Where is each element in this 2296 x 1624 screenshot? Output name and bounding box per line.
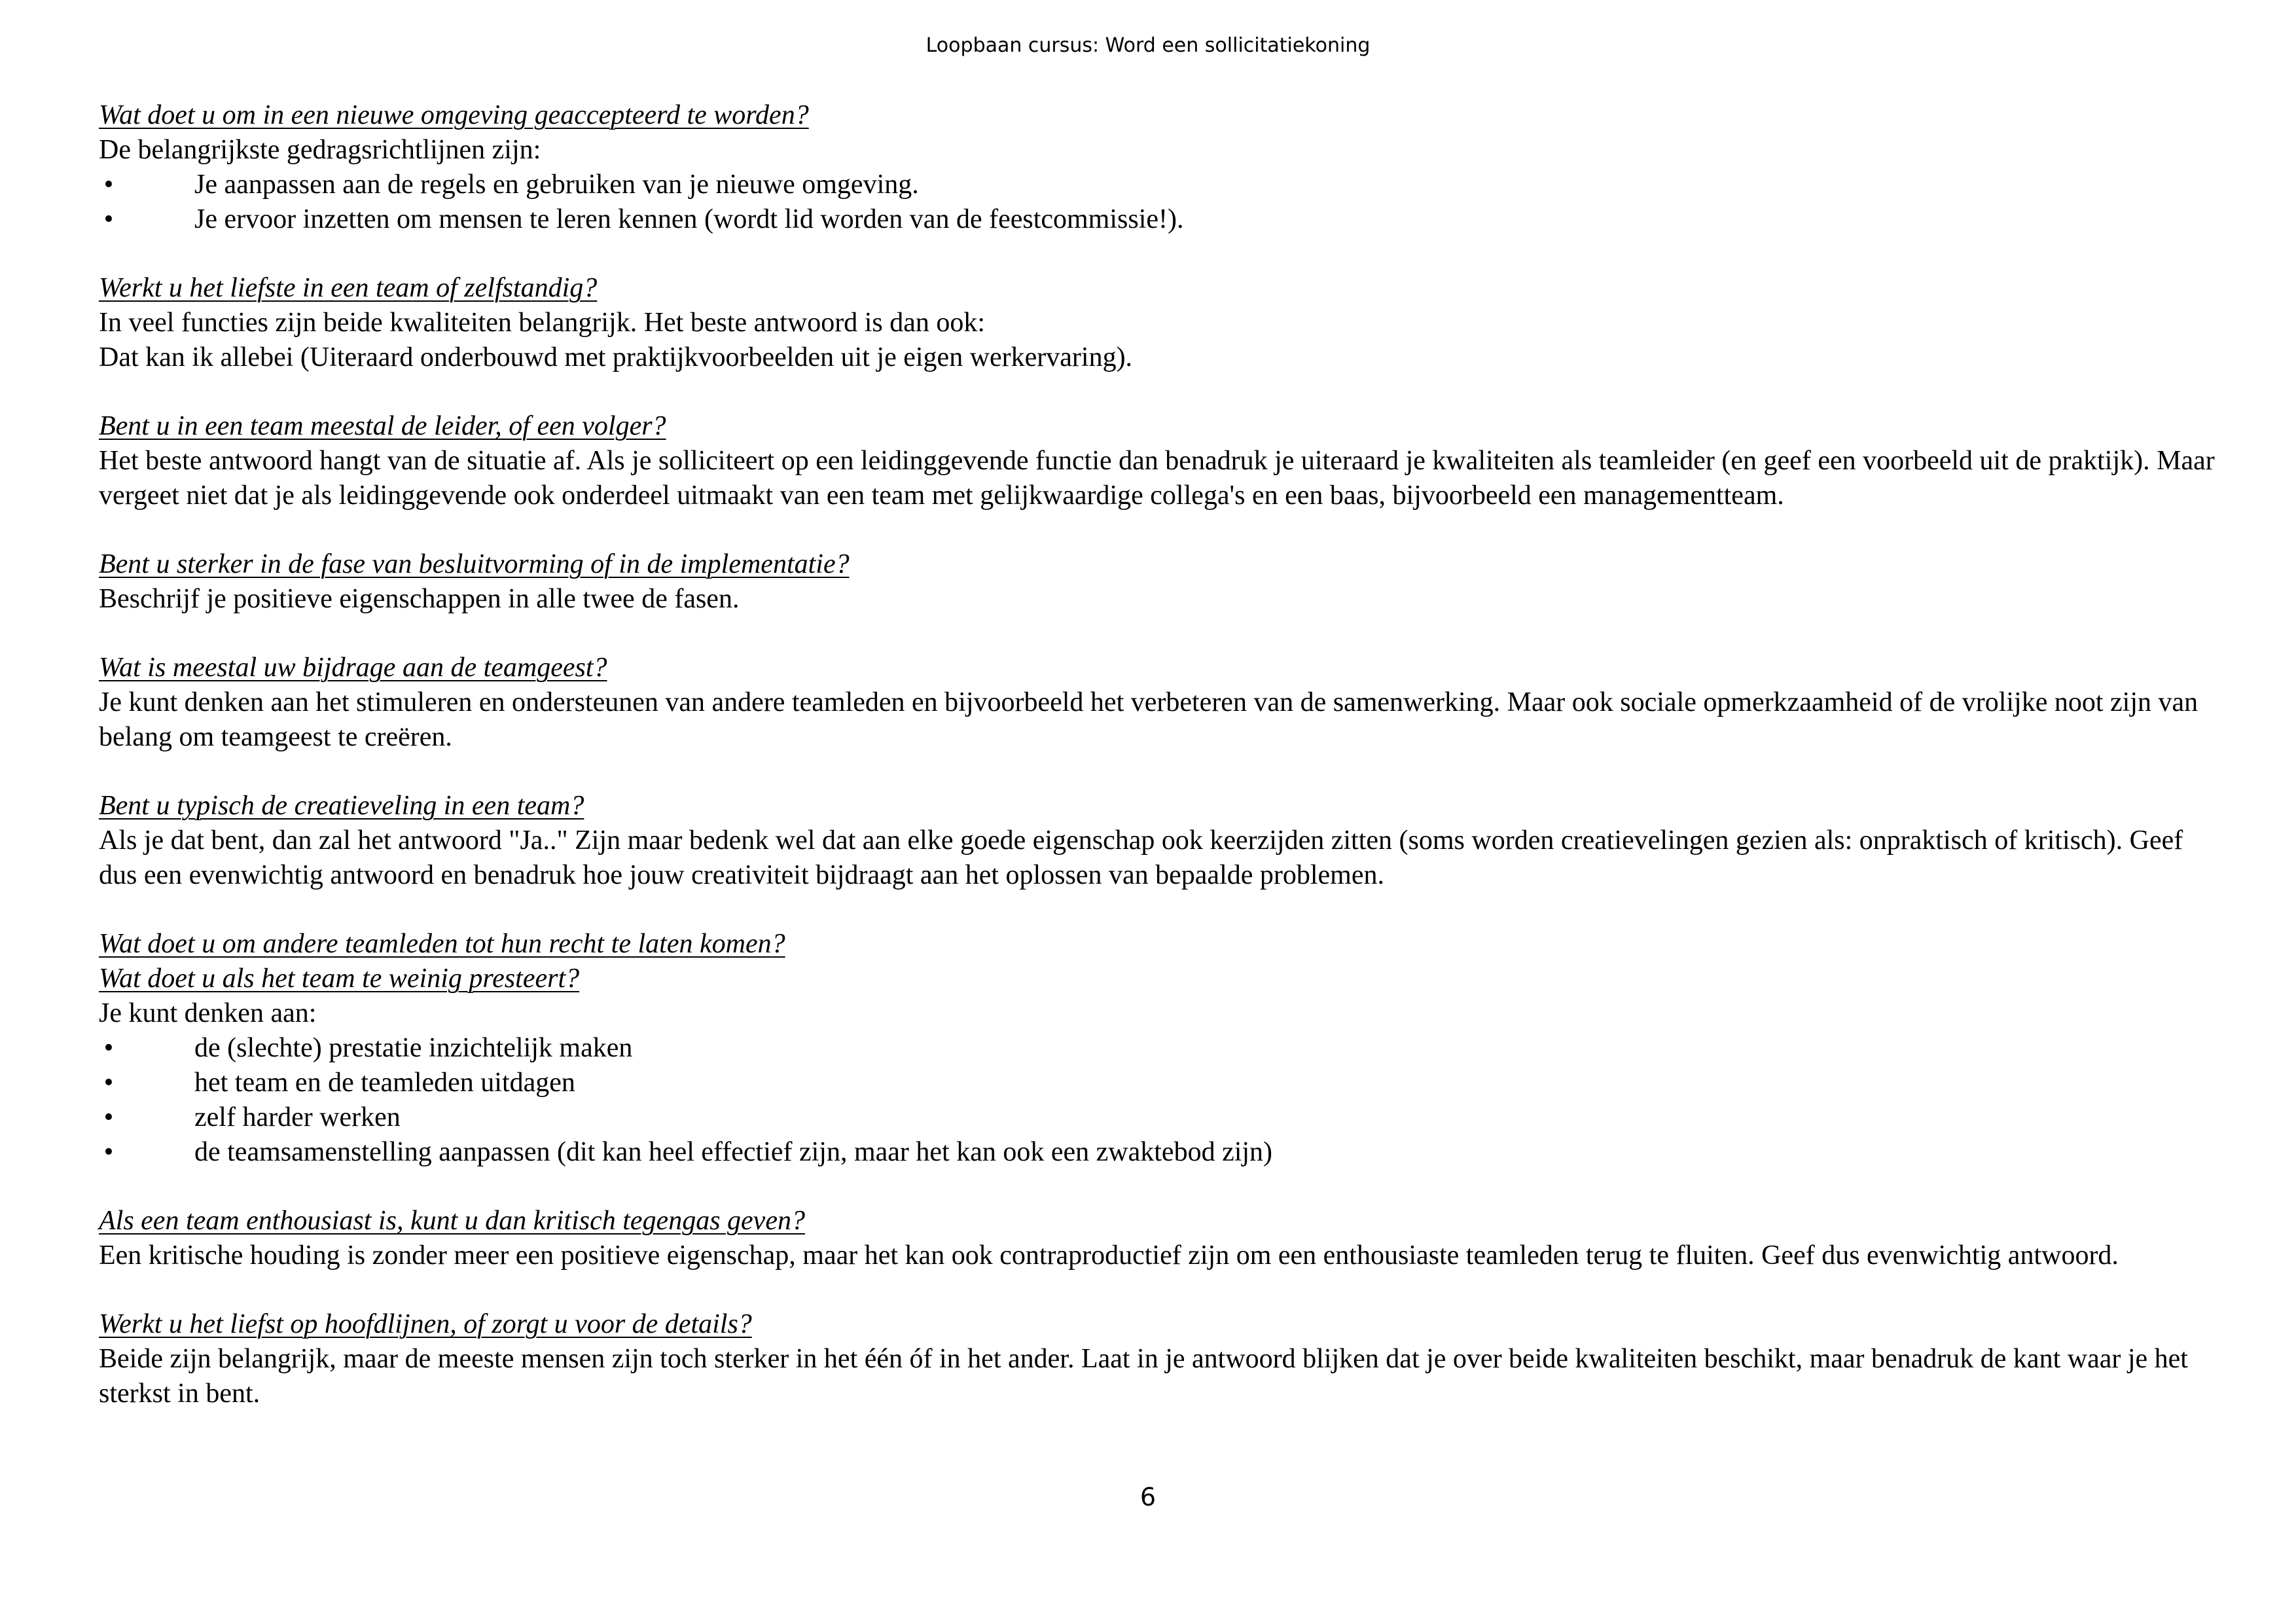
intro-text: De belangrijkste gedragsrichtlijnen zijn: bbox=[99, 135, 541, 165]
list-item bbox=[99, 168, 2226, 202]
document-body bbox=[99, 98, 2226, 1445]
question-heading: Als een team enthousiast is, kunt u dan kritisch tegengas geven? bbox=[99, 1206, 805, 1236]
qa-section bbox=[99, 927, 2226, 1170]
bullet-icon: • bbox=[103, 1102, 114, 1132]
answer-paragraph: Beschrijf je positieve eigenschappen in alle twee de fasen. bbox=[99, 584, 740, 614]
bullet-list bbox=[99, 168, 2226, 237]
answer-paragraph: Als je dat bent, dan zal het antwoord "Ja.." Zijn maar bedenk wel dat aan elke goede eigenschap ook keerzijden zitten (soms worden creatievelingen gezien als: onpraktisch of kritisch). Geef dus een evenwichtig antwoord en benadruk hoe jouw creativiteit bijdraagt aan het oplossen van bepaalde problemen. bbox=[99, 825, 2183, 890]
qa-section bbox=[99, 1307, 2226, 1411]
list-item-text: Je aanpassen aan de regels en gebruiken van je nieuwe omgeving. bbox=[194, 170, 919, 200]
question-heading: Bent u in een team meestal de leider, of een volger? bbox=[99, 411, 666, 441]
list-item bbox=[99, 1066, 2226, 1100]
qa-section bbox=[99, 98, 2226, 237]
list-item bbox=[99, 1100, 2226, 1135]
list-item-text: Je ervoor inzetten om mensen te leren kennen (wordt lid worden van de feestcommissie!). bbox=[194, 204, 1184, 234]
list-item-text: de teamsamenstelling aanpassen (dit kan heel effectief zijn, maar het kan ook een zwaktebod zijn) bbox=[194, 1137, 1273, 1167]
question-heading: Bent u typisch de creatieveling in een team? bbox=[99, 791, 584, 821]
page-number: 6 bbox=[1139, 1483, 1157, 1511]
bullet-list bbox=[99, 1031, 2226, 1170]
qa-section bbox=[99, 409, 2226, 513]
bullet-icon: • bbox=[103, 1137, 114, 1167]
question-heading: Bent u sterker in de fase van besluitvorming of in de implementatie? bbox=[99, 549, 850, 579]
answer-paragraph: Je kunt denken aan het stimuleren en ondersteunen van andere teamleden en bijvoorbeeld het verbeteren van de samenwerking. Maar ook sociale opmerkzaamheid of de vrolijke noot zijn van belang om teamgeest te creëren. bbox=[99, 687, 2198, 752]
qa-section bbox=[99, 1204, 2226, 1273]
list-item-text: de (slechte) prestatie inzichtelijk maken bbox=[194, 1033, 633, 1063]
bullet-icon: • bbox=[103, 204, 114, 234]
list-item-text: zelf harder werken bbox=[194, 1102, 401, 1132]
qa-section bbox=[99, 789, 2226, 893]
question-heading: Wat doet u om andere teamleden tot hun recht te laten komen? bbox=[99, 929, 785, 959]
question-heading: Werkt u het liefst op hoofdlijnen, of zorgt u voor de details? bbox=[99, 1309, 752, 1339]
intro-text: Je kunt denken aan: bbox=[99, 998, 317, 1028]
qa-section bbox=[99, 547, 2226, 617]
bullet-icon: • bbox=[103, 170, 114, 200]
qa-section bbox=[99, 271, 2226, 375]
bullet-icon: • bbox=[103, 1033, 114, 1063]
running-header: Loopbaan cursus: Word een sollicitatiekoning bbox=[925, 34, 1371, 57]
list-item bbox=[99, 202, 2226, 237]
answer-paragraph: In veel functies zijn beide kwaliteiten belangrijk. Het beste antwoord is dan ook: bbox=[99, 308, 986, 338]
answer-paragraph: Dat kan ik allebei (Uiteraard onderbouwd met praktijkvoorbeelden uit je eigen werkervaring). bbox=[99, 342, 1133, 372]
question-heading: Wat doet u om in een nieuwe omgeving geaccepteerd te worden? bbox=[99, 100, 809, 130]
question-heading: Werkt u het liefste in een team of zelfstandig? bbox=[99, 273, 598, 303]
question-heading: Wat is meestal uw bijdrage aan de teamgeest? bbox=[99, 653, 607, 683]
answer-paragraph: Beide zijn belangrijk, maar de meeste mensen zijn toch sterker in het één óf in het ander. Laat in je antwoord blijken dat je over beide kwaliteiten beschikt, maar benadruk de kant waar je het sterkst in bent. bbox=[99, 1344, 2188, 1409]
list-item-text: het team en de teamleden uitdagen bbox=[194, 1068, 575, 1098]
question-heading: Wat doet u als het team te weinig presteert? bbox=[99, 964, 580, 994]
bullet-icon: • bbox=[103, 1068, 114, 1098]
list-item bbox=[99, 1135, 2226, 1170]
list-item bbox=[99, 1031, 2226, 1066]
answer-paragraph: Een kritische houding is zonder meer een positieve eigenschap, maar het kan ook contraproductief zijn om een enthousiaste teamleden terug te fluiten. Geef dus evenwichtig antwoord. bbox=[99, 1240, 2119, 1271]
answer-paragraph: Het beste antwoord hangt van de situatie af. Als je solliciteert op een leidinggevende functie dan benadruk je uiteraard je kwaliteiten als teamleider (en geef een voorbeeld uit de praktijk). Maar vergeet niet dat je als leidinggevende ook onderdeel uitmaakt van een team met gelijkwaardige collega's en een baas, bijvoorbeeld een managementteam. bbox=[99, 446, 2215, 511]
qa-section bbox=[99, 651, 2226, 755]
